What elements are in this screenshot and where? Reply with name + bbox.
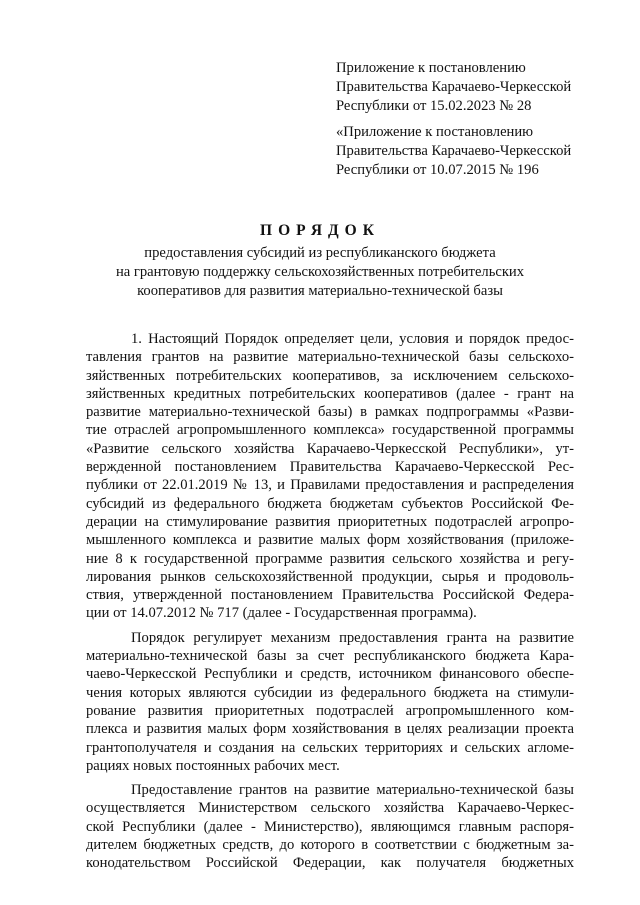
paragraph-line: мышленного комплекса и развитие малых форм хозяйствования (приложе- (86, 532, 574, 549)
paragraph-line: зяйственных кредитных потребительских кооперативов (далее - грант на (86, 385, 574, 402)
appendix-current-reference (336, 59, 626, 116)
paragraph-line: ствия, утвержденной постановлением Правительства Российской Федера- (86, 587, 574, 604)
paragraph-line: субсидий из федерального бюджета бюджетам субъектов Российской Фе- (86, 495, 574, 512)
paragraph-line: рациях новых постоянных рабочих мест. (86, 757, 340, 774)
paragraph-line: Порядок регулирует механизм предоставления гранта на развитие (131, 629, 574, 646)
paragraph (86, 330, 574, 623)
paragraph-line: плекса и развития малых форм хозяйствования в целях реализации проекта (86, 721, 574, 738)
paragraph-line: вержденной постановлением Правительства Карачаево-Черкесской Рес- (86, 459, 574, 476)
paragraph-line: рование развития приоритетных подотраслей агропромышленного ком- (86, 702, 574, 719)
paragraph-line: развитие материально-технической базы) в рамках подпрограммы «Разви- (86, 404, 574, 421)
document-title: ПОРЯДОК (260, 222, 380, 239)
paragraph-line: чения которых являются субсидии из федерального бюджета на стимули- (86, 684, 574, 701)
paragraph (86, 629, 574, 775)
document-subtitle (0, 244, 640, 301)
paragraph-line: конодательством Российской Федерации, как получателя бюджетных (86, 855, 574, 872)
paragraph-line: 1. Настоящий Порядок определяет цели, условия и порядок предос- (131, 331, 574, 347)
appendix-line: «Приложение к постановлению (336, 124, 534, 140)
paragraph-line: осуществляется Министерством сельского хозяйства Карачаево-Черкес- (86, 800, 574, 817)
appendix-previous-reference (336, 123, 626, 180)
paragraph-line: «Развитие сельского хозяйства Карачаево-Черкесской Республики», ут- (86, 440, 574, 457)
subtitle-line: кооперативов для развития материально-технической базы (137, 283, 503, 299)
appendix-line: Правительства Карачаево-Черкесской (336, 143, 572, 159)
paragraph-line: тавления грантов на развитие материально-технической базы сельскохо- (86, 349, 574, 366)
document-body (86, 330, 574, 873)
paragraph-line: ние 8 к государственной программе развития сельского хозяйства и регу- (86, 550, 574, 567)
paragraph-line: материально-технической базы за счет республиканского бюджета Кара- (86, 648, 574, 665)
paragraph-line: публики от 22.01.2019 № 13, и Правилами предоставления и распределения (86, 477, 574, 494)
paragraph-line: дителем бюджетных средств, до которого в соответствии с бюджетным за- (86, 837, 574, 854)
paragraph-line: ской Республики (далее - Министерство), являющимся главным распоря- (86, 818, 574, 835)
paragraph-line: тие отраслей агропромышленного комплекса» государственной программы (86, 422, 574, 439)
paragraph-line: дерации на стимулирование развития приоритетных подотраслей агропро- (86, 513, 574, 530)
appendix-line: Правительства Карачаево-Черкесской (336, 79, 572, 95)
paragraph-line: Предоставление грантов на развитие материально-технической базы (131, 782, 574, 799)
paragraph-line: зяйственных потребительских кооперативов, за исключением сельскохо- (86, 367, 574, 384)
paragraph (86, 781, 574, 872)
paragraph-line: грантополучателя и создания на сельских территориях и сельских агломе- (86, 739, 574, 756)
appendix-line: Республики от 15.02.2023 № 28 (336, 98, 532, 114)
paragraph-line: лирования рынков сельскохозяйственной продукции, сырья и продоволь- (86, 568, 574, 585)
subtitle-line: предоставления субсидий из республиканского бюджета (144, 245, 496, 261)
appendix-line: Республики от 10.07.2015 № 196 (336, 162, 539, 178)
subtitle-line: на грантовую поддержку сельскохозяйственных потребительских (115, 264, 525, 280)
paragraph-line: чаево-Черкесской Республики и средств, источником финансового обеспе- (86, 666, 574, 683)
appendix-line: Приложение к постановлению (336, 60, 526, 76)
paragraph-line: ции от 14.07.2012 № 717 (далее - Государственная программа). (86, 605, 477, 622)
